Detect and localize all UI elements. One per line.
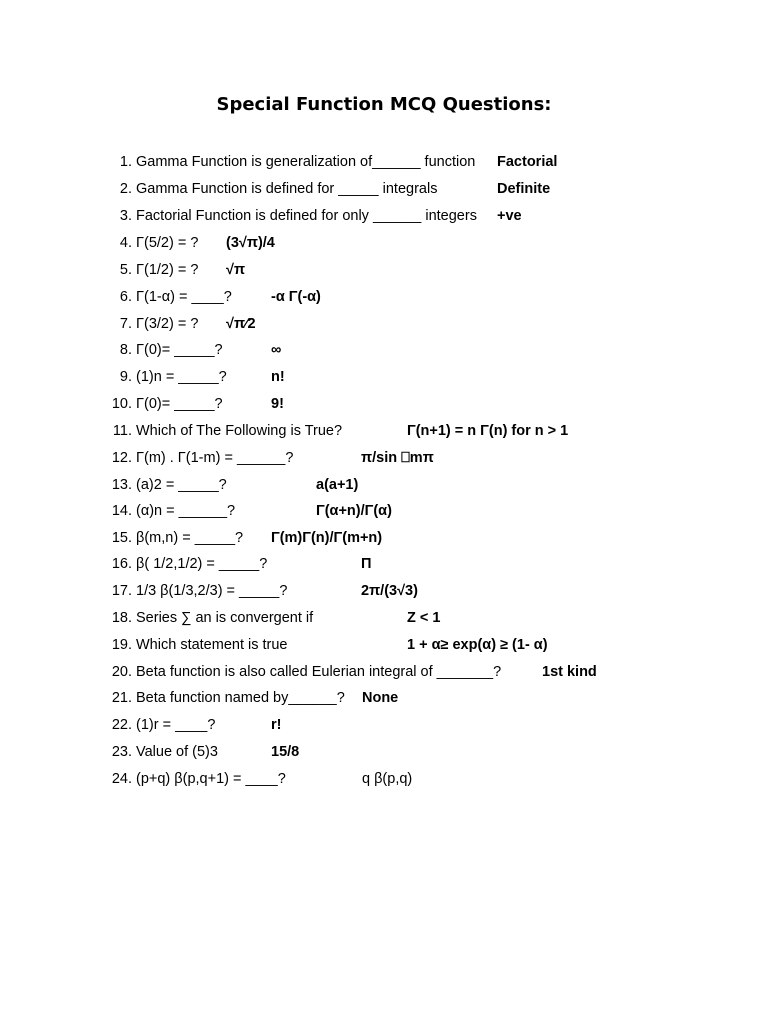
question-text: Beta function is also called Eulerian integral of _______?	[136, 664, 502, 680]
question-text: (1)r = ____?	[136, 717, 216, 733]
question-number: 7.	[119, 316, 132, 332]
answer-text: r!	[271, 717, 282, 733]
answer-text: √π⁄2	[226, 316, 256, 332]
question-text: Gamma Function is generalization of______ function	[136, 154, 476, 170]
question-number: 14.	[111, 503, 132, 519]
answer-text: Γ(m)Γ(n)/Γ(m+n)	[271, 530, 383, 546]
question-text: Series ∑ an is convergent if	[136, 610, 314, 626]
answer-text: ∞	[271, 342, 282, 358]
answer-text: +ve	[497, 208, 522, 224]
answer-text: 15/8	[271, 744, 300, 760]
question-number: 4.	[119, 235, 132, 251]
question-number: 6.	[119, 289, 132, 305]
question-text: Γ(0)= _____?	[136, 342, 223, 358]
answer-text: Γ(n+1) = n Γ(n) for n > 1	[407, 423, 569, 439]
question-text: Γ(1-α) = ____?	[136, 289, 232, 305]
question-number: 16.	[111, 556, 132, 572]
question-text: Beta function named by______?	[136, 690, 345, 706]
question-text: (p+q) β(p,q+1) = ____?	[136, 771, 286, 787]
answer-text: a(a+1)	[316, 477, 359, 493]
question-number: 12.	[111, 450, 132, 466]
answer-text: Z < 1	[407, 610, 441, 626]
question-number: 22.	[111, 717, 132, 733]
answer-text: Γ(α+n)/Γ(α)	[316, 503, 392, 519]
answer-text: n!	[271, 369, 285, 385]
question-number: 3.	[119, 208, 132, 224]
question-number: 1.	[119, 154, 132, 170]
answer-text: Definite	[497, 181, 551, 197]
answer-text: (3√π)/4	[226, 235, 275, 251]
question-text: 1/3 β(1/3,2/3) = _____?	[136, 583, 288, 599]
question-number: 11.	[112, 423, 132, 439]
question-number: 20.	[111, 664, 132, 680]
question-number: 8.	[119, 342, 132, 358]
question-number: 18.	[111, 610, 132, 626]
question-number: 9.	[119, 369, 132, 385]
answer-text: π/sin ⎕mπ	[361, 450, 434, 466]
question-text: Γ(5/2) = ?	[136, 235, 199, 251]
answer-text: -α Γ(-α)	[271, 289, 321, 305]
question-text: (α)n = ______?	[136, 503, 236, 519]
answer-text: q β(p,q)	[362, 771, 413, 787]
answer-text: None	[362, 690, 399, 706]
question-number: 24.	[111, 771, 132, 787]
question-text: Γ(0)= _____?	[136, 396, 223, 412]
question-text: Γ(1/2) = ?	[136, 262, 199, 278]
question-text: Γ(m) . Γ(1-m) = ______?	[136, 450, 294, 466]
question-text: (a)2 = _____?	[136, 477, 227, 493]
answer-text: 2π/(3√3)	[361, 583, 418, 599]
question-text: Gamma Function is defined for _____ integrals	[136, 181, 438, 197]
question-text: Value of (5)3	[136, 744, 218, 760]
question-number: 10.	[111, 396, 132, 412]
question-number: 21.	[111, 690, 132, 706]
question-number: 13.	[111, 477, 132, 493]
question-number: 15.	[111, 530, 132, 546]
answer-text: 1 + α≥ exp(α) ≥ (1- α)	[407, 637, 548, 653]
question-text: Factorial Function is defined for only ______ integers	[136, 208, 477, 224]
question-number: 23.	[111, 744, 132, 760]
answer-text: Π	[361, 556, 372, 572]
question-text: Which of The Following is True?	[136, 423, 343, 439]
question-number: 19.	[111, 637, 132, 653]
question-number: 5.	[119, 262, 132, 278]
question-number: 2.	[119, 181, 132, 197]
answer-text: 9!	[271, 396, 284, 412]
question-text: β( 1/2,1/2) = _____?	[136, 556, 268, 572]
question-text: β(m,n) = _____?	[136, 530, 244, 546]
answer-text: 1st kind	[542, 664, 597, 680]
answer-text: √π	[226, 262, 246, 278]
question-text: Γ(3/2) = ?	[136, 316, 199, 332]
question-text: (1)n = _____?	[136, 369, 227, 385]
answer-text: Factorial	[497, 154, 558, 170]
question-number: 17.	[111, 583, 132, 599]
question-text: Which statement is true	[136, 637, 288, 653]
page-title: Special Function MCQ Questions:	[216, 94, 552, 115]
